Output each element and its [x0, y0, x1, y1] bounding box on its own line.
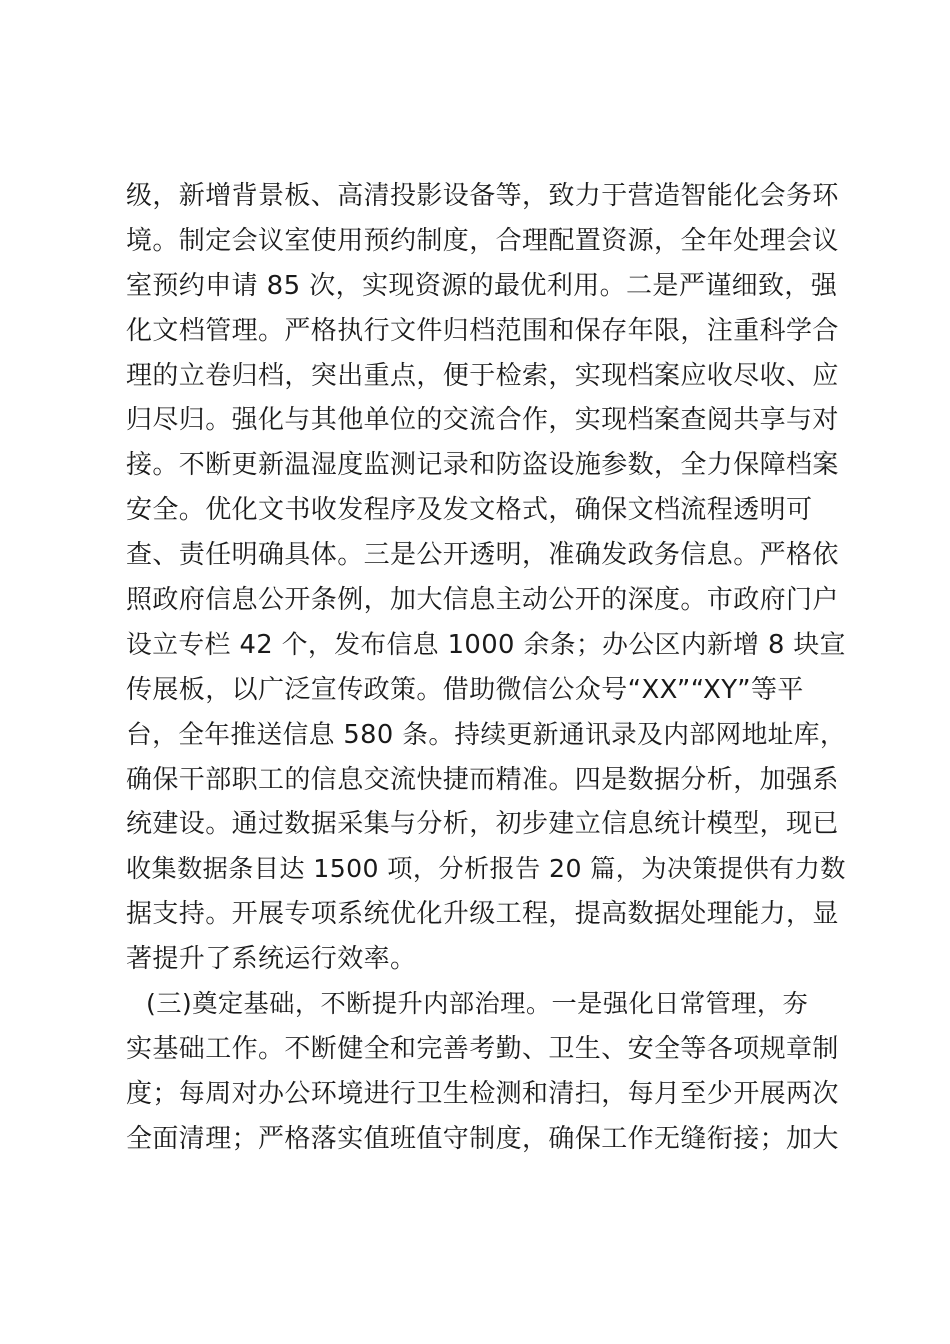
text-line: 实基础工作。不断健全和完善考勤、卫生、安全等各项规章制 — [126, 1033, 839, 1064]
text-line: 境。制定会议室使用预约制度，合理配置资源，全年处理会议 — [126, 225, 839, 256]
text-line: 统建设。通过数据采集与分析，初步建立信息统计模型，现已 — [126, 809, 839, 840]
text-line: 设立专栏 42 个，发布信息 1000 余条；办公区内新增 8 块宣 — [126, 629, 846, 660]
paragraph-office-work — [126, 174, 846, 982]
text-line: 收集数据条目达 1500 项，分析报告 20 篇，为决策提供有力数 — [126, 854, 846, 884]
text-line: 理的立卷归档，突出重点，便于检索，实现档案应收尽收、应 — [126, 360, 839, 391]
text-line: 化文档管理。严格执行文件归档范围和保存年限，注重科学合 — [126, 315, 839, 346]
text-line: 接。不断更新温湿度监测记录和防盗设施参数，全力保障档案 — [126, 450, 839, 481]
text-line: 室预约申请 85 次，实现资源的最优利用。二是严谨细致，强 — [126, 270, 838, 301]
text-line: 传展板，以广泛宣传政策。借助微信公众号“XX”“XY”等平 — [126, 674, 804, 705]
text-line: 安全。优化文书收发程序及发文格式，确保文档流程透明可 — [126, 495, 813, 526]
text-line: 查、责任明确具体。三是公开透明，准确发政务信息。严格依 — [126, 540, 839, 571]
text-line: 据支持。开展专项系统优化升级工程，提高数据处理能力，显 — [126, 899, 839, 930]
text-line: 级，新增背景板、高清投影设备等，致力于营造智能化会务环 — [126, 181, 839, 211]
text-line: 台，全年推送信息 580 条。持续更新通讯录及内部网地址库， — [126, 719, 846, 750]
text-line: 度；每周对办公环境进行卫生检测和清扫，每月至少开展两次 — [126, 1078, 839, 1109]
text-line: 著提升了系统运行效率。 — [126, 944, 417, 975]
text-line: 全面清理；严格落实值班值守制度，确保工作无缝衔接；加大 — [126, 1123, 839, 1154]
text-line: 归尽归。强化与其他单位的交流合作，实现档案查阅共享与对 — [126, 405, 839, 436]
text-line: (三)奠定基础，不断提升内部治理。一是强化日常管理，夯 — [146, 989, 809, 1018]
text-line: 确保干部职工的信息交流快捷而精准。四是数据分析，加强系 — [126, 764, 839, 795]
paragraph-internal-governance — [126, 982, 846, 1162]
text-line: 照政府信息公开条例，加大信息主动公开的深度。市政府门户 — [126, 585, 839, 616]
